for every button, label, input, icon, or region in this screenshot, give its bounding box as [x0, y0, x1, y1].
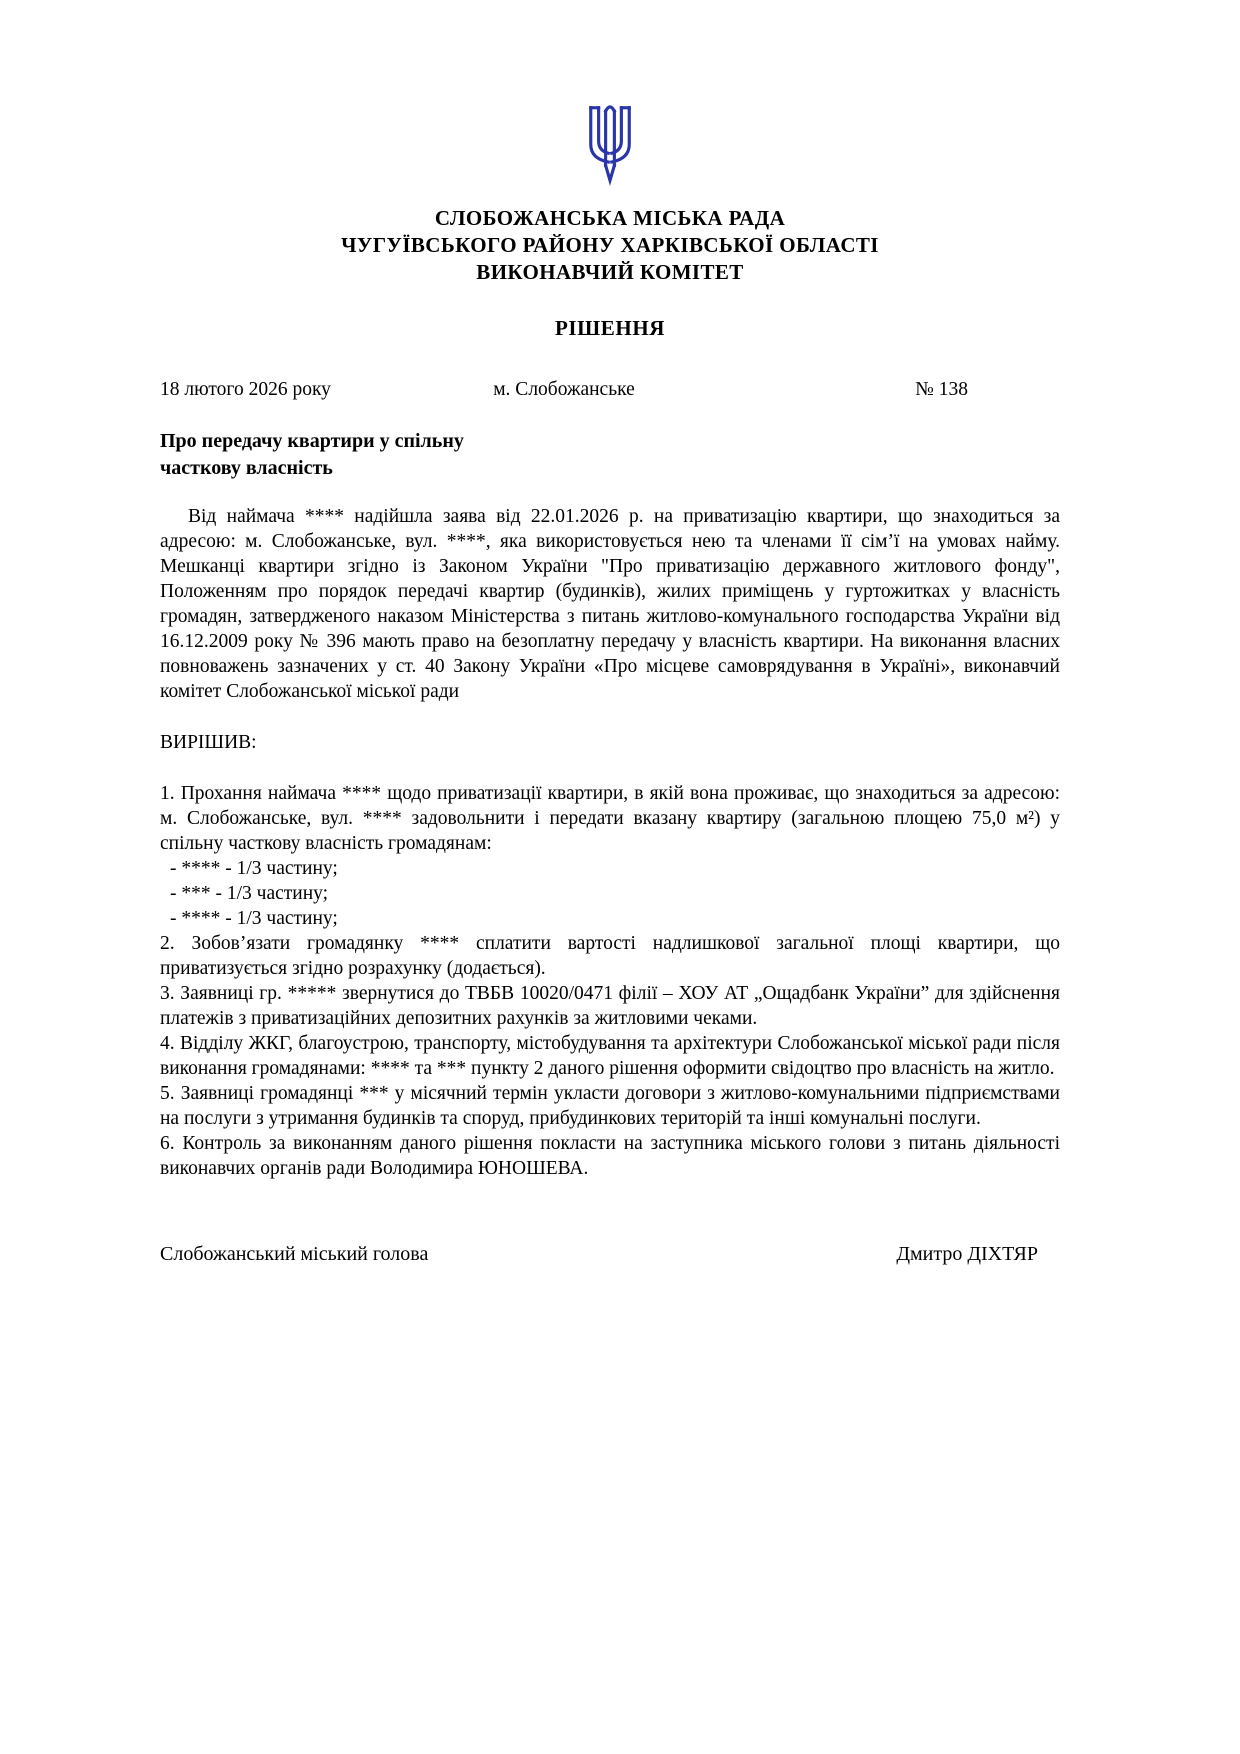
- document-type-title: РІШЕННЯ: [554, 316, 666, 340]
- resolution-item-2: 2. Зобов’язати громадянку **** сплатити вартості надлишкової загальної площі квартири, що приватизується згідно розрахунку (додається).: [160, 933, 1060, 979]
- ukraine-trident-icon: [582, 104, 638, 192]
- emblem-container: [160, 104, 1060, 197]
- org-name-line3: ВИКОНАВЧИЙ КОМІТЕТ: [476, 260, 744, 284]
- resolution-item-1: 1. Прохання наймача **** щодо приватизації квартири, в якій вона проживає, що знаходиться за адресою: м. Слобожанське, вул. **** задовольнити і передати вказану квартиру (загальною площею 75,0 м²) у спільну часткову власність громадянам:: [160, 783, 1060, 854]
- resolution-item-1-sub-2: - *** - 1/3 частину;: [170, 883, 329, 904]
- document-place: м. Слобожанське: [493, 379, 635, 400]
- resolution-items: [160, 781, 1060, 1181]
- meta-row: [160, 377, 1060, 402]
- resolved-label: ВИРІШИВ:: [160, 732, 257, 753]
- org-name-line1: СЛОБОЖАНСЬКА МІСЬКА РАДА: [434, 206, 786, 230]
- subject-block: [160, 428, 1060, 482]
- signature-name: Дмитро ДІХТЯР: [896, 1243, 1038, 1265]
- resolution-item-1-sub-3: - **** - 1/3 частину;: [170, 908, 338, 929]
- preamble-paragraph: Від наймача **** надійшла заява від 22.01.2026 р. на приватизацію квартири, що знаходиться за адресою: м. Слобожанське, вул. ****, яка використовується нею та членами її сім’ї на умовах найму. Мешканці квартири згідно із Законом України "Про приватизацію державного житлового фонду", Положенням про порядок передачі квартир (будинків), жилих приміщень у гуртожитках у власність громадян, затвердженого наказом Міністерства з питань житлово-комунального господарства України від 16.12.2009 року № 396 мають право на безоплатну передачу у власність квартири. На виконання власних повноважень зазначених у ст. 40 Закону України «Про місцеве самоврядування в Україні», виконавчий комітет Слобожанської міської ради: [160, 506, 1060, 702]
- signature-row: [160, 1243, 1060, 1266]
- resolution-item-1-sub-1: - **** - 1/3 частину;: [170, 858, 338, 879]
- resolution-item-6: 6. Контроль за виконанням даного рішення покласти на заступника міського голови з питань діяльності виконавчих органів ради Володимира ЮНОШЕВА.: [160, 1133, 1060, 1179]
- org-name-block: [160, 205, 1060, 286]
- org-name-line2: ЧУГУЇВСЬКОГО РАЙОНУ ХАРКІВСЬКОЇ ОБЛАСТІ: [341, 233, 879, 257]
- resolution-item-4: 4. Відділу ЖКГ, благоустрою, транспорту, містобудування та архітектури Слобожанської міської ради після виконання громадянами: **** та *** пункту 2 даного рішення оформити свідоцтво про власність на житло.: [160, 1033, 1060, 1079]
- resolution-item-5: 5. Заявниці громадянці *** у місячний термін укласти договори з житлово-комунальними підприємствами на послуги з утримання будинків та споруд, прибудинкових територій та інші комунальні послуги.: [160, 1083, 1060, 1129]
- document-date: 18 лютого 2026 року: [160, 379, 331, 400]
- subject-line2: часткову власність: [160, 457, 333, 479]
- signature-title: Слобожанський міський голова: [160, 1243, 429, 1265]
- resolution-item-3: 3. Заявниці гр. ***** звернутися до ТВБВ 10020/0471 філії – ХОУ АТ „Ощадбанк України” для здійснення платежів з приватизаційних депозитних рахунків за житловими чеками.: [160, 983, 1060, 1029]
- document-number: № 138: [915, 379, 968, 400]
- subject-line1: Про передачу квартири у спільну: [160, 430, 464, 452]
